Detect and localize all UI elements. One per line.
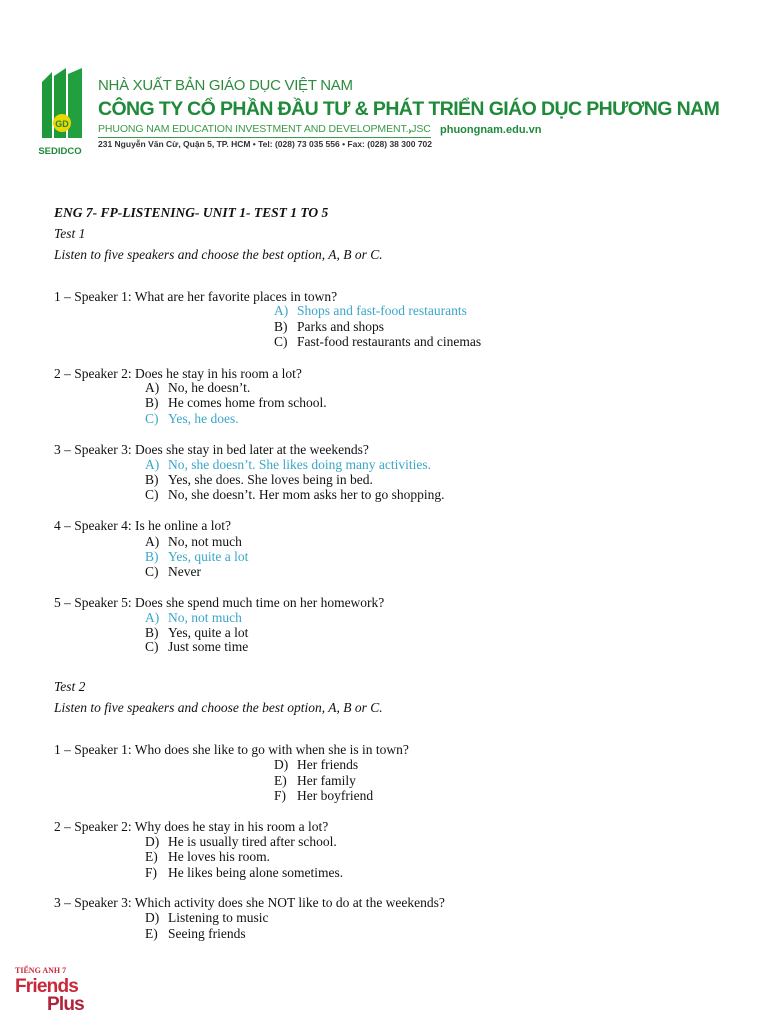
option-text: No, she doesn’t. Her mom asks her to go shopping.	[168, 487, 445, 502]
option-letter: B)	[145, 395, 159, 410]
publisher-header	[38, 60, 720, 160]
series-label: TIẾNG ANH 7	[15, 966, 67, 975]
option-text: No, he doesn’t.	[168, 380, 251, 395]
option-letter: D)	[145, 910, 160, 925]
brand-line-2: Plus	[47, 994, 84, 1015]
answer-option	[145, 910, 269, 926]
answer-option	[145, 639, 248, 655]
test-instruction: Listen to five speakers and choose the best option, A, B or C.	[54, 247, 383, 262]
option-letter: C)	[145, 411, 159, 426]
option-text: He loves his room.	[168, 849, 270, 864]
answer-option	[145, 487, 444, 503]
option-text: No, not much	[168, 610, 242, 625]
option-text: Shops and fast-food restaurants	[297, 303, 467, 318]
option-letter: F)	[274, 788, 287, 803]
option-letter: C)	[145, 487, 159, 502]
company-address: 231 Nguyễn Văn Cừ, Quận 5, TP. HCM • Tel: (028) 73 035 556 • Fax: (028) 38 300 702	[98, 139, 432, 149]
option-letter: A)	[145, 380, 160, 395]
answer-option	[145, 472, 373, 488]
option-letter: B)	[145, 549, 159, 564]
question-text: 4 – Speaker 4: Is he online a lot?	[54, 518, 231, 533]
option-text: No, she doesn’t. She likes doing many activities.	[168, 457, 431, 472]
option-letter: E)	[145, 926, 158, 941]
svg-text:GD: GD	[55, 119, 69, 129]
option-letter: D)	[145, 834, 160, 849]
question-text: 1 – Speaker 1: What are her favorite places in town?	[54, 289, 338, 304]
correct-answer-option	[274, 303, 467, 319]
question-text: 5 – Speaker 5: Does she spend much time on her homework?	[54, 595, 385, 610]
correct-answer-option	[145, 457, 431, 473]
option-text: Her family	[297, 773, 356, 788]
option-text: He likes being alone sometimes.	[168, 865, 344, 880]
option-text: Just some time	[168, 639, 249, 654]
test-heading: Test 2	[54, 679, 86, 694]
question-text: 1 – Speaker 1: Who does she like to go with when she is in town?	[54, 742, 409, 757]
document-title: ENG 7- FP-LISTENING- UNIT 1- TEST 1 TO 5	[54, 205, 329, 220]
option-text: No, not much	[168, 534, 242, 549]
option-letter: A)	[145, 534, 160, 549]
correct-answer-option	[145, 610, 242, 626]
correct-answer-option	[145, 411, 239, 427]
option-text: He is usually tired after school.	[168, 834, 337, 849]
option-text: He comes home from school.	[168, 395, 327, 410]
option-text: Yes, she does. She loves being in bed.	[168, 472, 373, 487]
answer-option	[145, 834, 337, 850]
option-letter: A)	[145, 610, 160, 625]
answer-option	[145, 849, 270, 865]
option-text: Never	[168, 564, 201, 579]
option-letter: F)	[145, 865, 158, 880]
option-text: Parks and shops	[297, 319, 384, 334]
option-text: Seeing friends	[168, 926, 246, 941]
test-instruction: Listen to five speakers and choose the best option, A, B or C.	[54, 700, 383, 715]
answer-option	[145, 926, 246, 942]
option-letter: E)	[274, 773, 287, 788]
company-name-en: PHUONG NAM EDUCATION INVESTMENT AND DEVELOPMENT.,JSC	[98, 123, 431, 138]
option-letter: B)	[274, 319, 288, 334]
website-link[interactable]: phuongnam.edu.vn	[440, 124, 542, 136]
question-text: 2 – Speaker 2: Does he stay in his room a lot?	[54, 366, 302, 381]
option-text: Her boyfriend	[297, 788, 374, 803]
option-text: Yes, he does.	[168, 411, 239, 426]
answer-option	[145, 395, 327, 411]
answer-option	[145, 380, 250, 396]
answer-option	[274, 788, 373, 804]
option-letter: A)	[145, 457, 160, 472]
question-text: 2 – Speaker 2: Why does he stay in his room a lot?	[54, 819, 329, 834]
option-text: Her friends	[297, 757, 359, 772]
answer-option	[274, 334, 481, 350]
option-letter: E)	[145, 849, 158, 864]
option-text: Yes, quite a lot	[168, 625, 249, 640]
answer-option	[274, 773, 356, 789]
test-heading: Test 1	[54, 226, 86, 241]
option-letter: B)	[145, 625, 159, 640]
answer-option	[274, 319, 384, 335]
answer-option	[145, 564, 201, 580]
company-name: CÔNG TY CỔ PHẦN ĐẦU TƯ & PHÁT TRIỂN GIÁO DỤC PHƯƠNG NAM	[98, 98, 720, 120]
answer-option	[145, 534, 242, 550]
option-letter: A)	[274, 303, 289, 318]
option-letter: C)	[145, 564, 159, 579]
answer-option	[145, 865, 343, 881]
publisher-name: NHÀ XUẤT BẢN GIÁO DỤC VIỆT NAM	[98, 77, 353, 94]
correct-answer-option	[145, 549, 248, 565]
question-text: 3 – Speaker 3: Does she stay in bed later at the weekends?	[54, 442, 369, 457]
friends-plus-logo	[13, 966, 103, 1020]
option-text: Yes, quite a lot	[168, 549, 249, 564]
svg-text:SEDIDCO: SEDIDCO	[38, 146, 82, 157]
option-text: Listening to music	[168, 910, 269, 925]
option-letter: B)	[145, 472, 159, 487]
question-text: 3 – Speaker 3: Which activity does she NOT like to do at the weekends?	[54, 895, 445, 910]
brand-line-1: Friends	[15, 976, 79, 997]
option-letter: C)	[274, 334, 288, 349]
option-letter: C)	[145, 639, 159, 654]
option-text: Fast-food restaurants and cinemas	[297, 334, 482, 349]
sedidco-logo-icon	[38, 68, 94, 160]
answer-option	[274, 757, 358, 773]
option-letter: D)	[274, 757, 289, 772]
